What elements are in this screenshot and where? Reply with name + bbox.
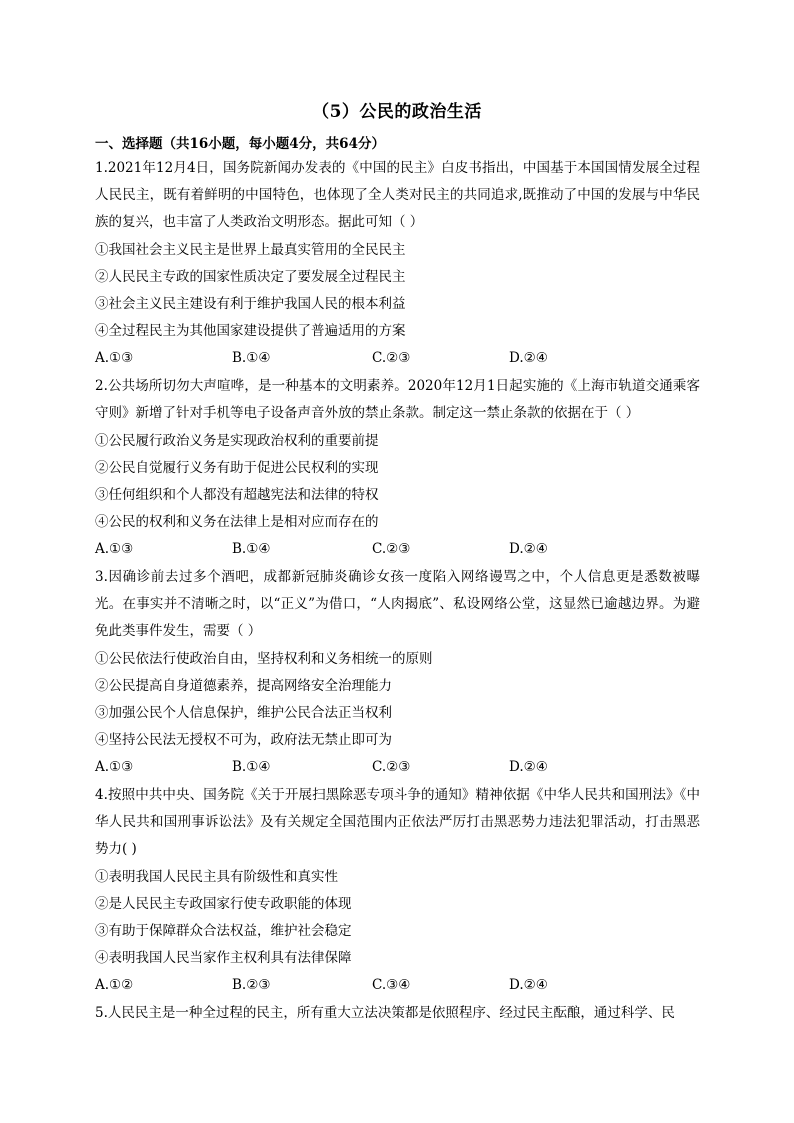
question-2-option-4: ④公民的权利和义务在法律上是相对应而存在的 <box>95 514 379 530</box>
question-2-option-2: ②公民自觉履行义务有助于促进公民权利的实现 <box>95 460 379 476</box>
question-1-stem: 1.2021年12月4日，国务院新闻办发表的《中国的民主》白皮书指出，中国基于本国国情发展全过程人民民主，既有着鲜明的中国特色，也体现了全人类对民主的共同追求,既推动了中国的发展与中华民族的复兴，也丰富了人类政治文明形态。据此可知（ ） <box>95 160 700 230</box>
choice-d: D.②④ <box>509 541 548 557</box>
choice-d: D.②④ <box>509 759 548 775</box>
choice-c: C.②③ <box>372 541 411 557</box>
choice-a: A.①③ <box>95 541 134 557</box>
choice-b: B.①④ <box>232 350 271 366</box>
choice-d: D.②④ <box>509 350 548 366</box>
choice-c: C.②③ <box>372 350 411 366</box>
question-1-option-4: ④全过程民主为其他国家建设提供了普遍适用的方案 <box>95 323 406 339</box>
question-3-option-3: ③加强公民个人信息保护，维护公民合法正当权利 <box>95 705 392 721</box>
choice-d: D.②④ <box>509 977 548 993</box>
choice-b: B.①④ <box>232 541 271 557</box>
question-5-stem: 5.人民民主是一种全过程的民主，所有重大立法决策都是依照程序、经过民主酝酿，通过科学、民 <box>95 1005 675 1021</box>
question-3-stem: 3.因确诊前去过多个酒吧，成都新冠肺炎确诊女孩一度陷入网络谩骂之中，个人信息更是悉数被曝光。在事实并不清晰之时，以“正义”为借口，“人肉揭底”、私设网络公堂，这显然已逾越边界。为避免此类事件发生，需要（ ） <box>95 569 700 639</box>
choice-b: B.①④ <box>232 759 271 775</box>
choice-a: A.①③ <box>95 350 134 366</box>
question-2-stem: 2.公共场所切勿大声喧哗，是一种基本的文明素养。2020年12月1日起实施的《上海市轨道交通乘客守则》新增了针对手机等电子设备声音外放的禁止条款。制定这一禁止条款的依据在于（ ） <box>95 378 700 421</box>
question-4-option-1: ①表明我国人民民主具有阶级性和真实性 <box>95 869 338 885</box>
question-4-option-3: ③有助于保障群众合法权益，维护社会稳定 <box>95 923 352 939</box>
choice-a: A.①③ <box>95 759 134 775</box>
question-4-option-2: ②是人民民主专政国家行使专政职能的体现 <box>95 896 352 912</box>
question-3-option-4: ④坚持公民法无授权不可为，政府法无禁止即可为 <box>95 732 392 748</box>
question-1-option-1: ①我国社会主义民主是世界上最真实管用的全民民主 <box>95 242 406 258</box>
question-4-option-4: ④表明我国人民当家作主权利具有法律保障 <box>95 950 352 966</box>
choice-c: C.②③ <box>372 759 411 775</box>
question-3-option-1: ①公民依法行使政治自由，坚持权利和义务相统一的原则 <box>95 651 433 667</box>
question-2-option-1: ①公民履行政治义务是实现政治权利的重要前提 <box>95 433 379 449</box>
section-heading: 一、选择题（共16小题，每小题4分，共64分） <box>95 136 385 152</box>
question-4-stem: 4.按照中共中央、国务院《关于开展扫黑除恶专项斗争的通知》精神依据《中华人民共和国刑法》《中华人民共和国刑事诉讼法》及有关规定全国范围内正依法严厉打击黑恶势力违法犯罪活动，打击黑恶势力( ) <box>95 787 700 857</box>
page-title: （5）公民的政治生活 <box>312 102 482 122</box>
question-1-option-2: ②人民民主专政的国家性质决定了要发展全过程民主 <box>95 269 406 285</box>
question-2-option-3: ③任何组织和个人都没有超越宪法和法律的特权 <box>95 487 379 503</box>
choice-b: B.②③ <box>232 977 271 993</box>
choice-a: A.①② <box>95 977 134 993</box>
question-1-option-3: ③社会主义民主建设有利于维护我国人民的根本利益 <box>95 296 406 312</box>
choice-c: C.③④ <box>372 977 411 993</box>
question-3-option-2: ②公民提高自身道德素养，提高网络安全治理能力 <box>95 678 392 694</box>
